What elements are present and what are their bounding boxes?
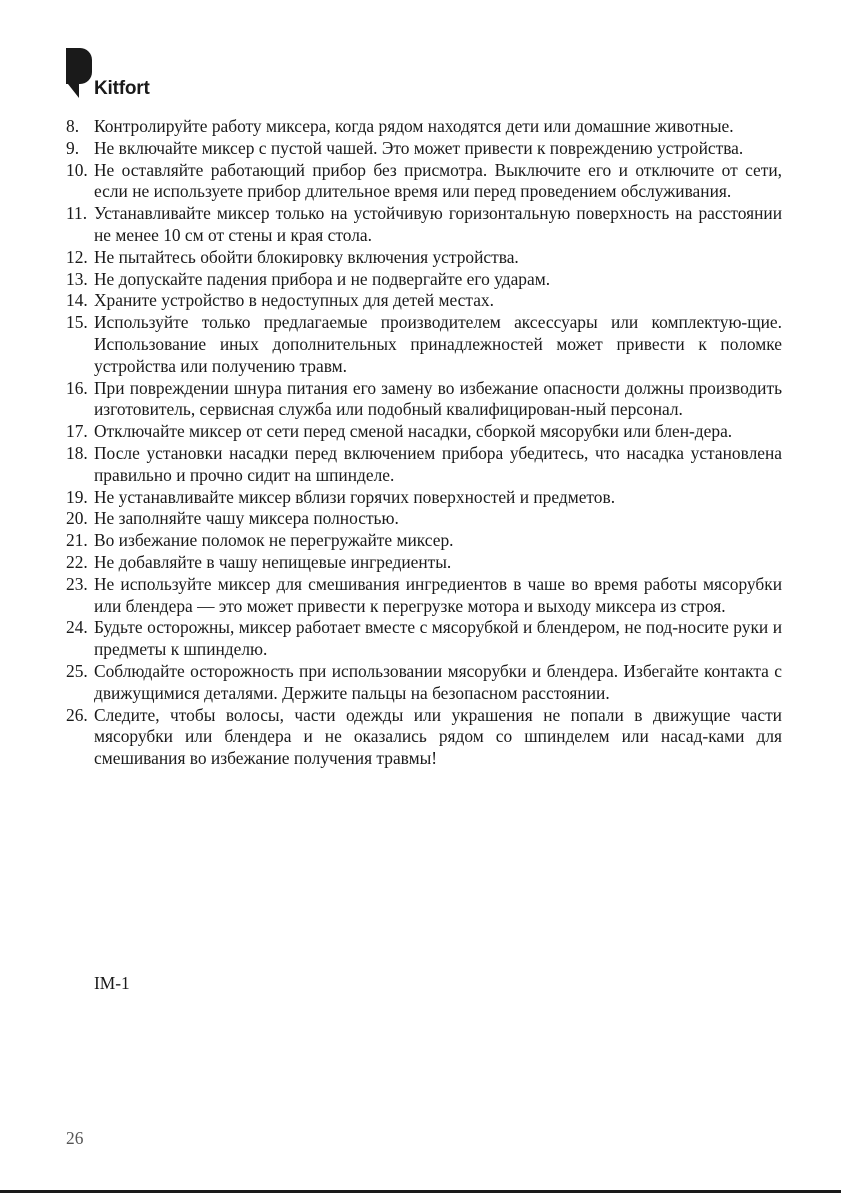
item-text: Не используйте миксер для смешивания ингредиентов в чаше во время работы мясорубки или блендера — это может привести к перегрузке мотора и выходу миксера из строя. (94, 573, 782, 616)
item-text: Соблюдайте осторожность при использовании мясорубки и блендера. Избегайте контакта с движущимися деталями. Держите пальцы на безопасном расстоянии. (94, 660, 782, 703)
item-text: При повреждении шнура питания его замену во избежание опасности должны производить изготовитель, сервисная служба или подобный квалифицирован-ный персонал. (94, 377, 782, 420)
list-item (66, 443, 782, 487)
item-text: Не допускайте падения прибора и не подвергайте его ударам. (94, 268, 551, 289)
item-text: Будьте осторожны, миксер работает вместе с мясорубкой и блендером, не под-носите руки и предметы к шпинделю. (94, 617, 782, 660)
item-text: Отключайте миксер от сети перед сменой насадки, сборкой мясорубки или блен-дера. (94, 421, 733, 442)
item-number: 8. (66, 116, 80, 136)
item-text: Не добавляйте в чашу непищевые ингредиенты. (94, 551, 452, 572)
item-text: После установки насадки перед включением прибора убедитесь, что насадка установлена правильно и прочно сидит на шпинделе. (94, 442, 782, 485)
list-item (66, 661, 782, 705)
item-number: 19. (66, 486, 88, 507)
list-item (66, 160, 782, 204)
list-item (66, 508, 782, 530)
item-number: 22. (66, 551, 88, 572)
brand-name: Kitfort (94, 78, 150, 99)
item-number: 16. (66, 377, 88, 398)
item-text: Не включайте миксер с пустой чашей. Это может привести к повреждению устройства. (94, 137, 744, 158)
item-text: Используйте только предлагаемые производителем аксессуары или комплектую-щие. Использование иных дополнительных принадлежностей может привести к поломке устройства или получению травм. (94, 312, 782, 376)
item-text: Храните устройство в недоступных для детей местах. (94, 290, 494, 311)
item-text: Не оставляйте работающий прибор без присмотра. Выключите его и отключите от сети, если не используете прибор длительное время или перед проведением обслуживания. (94, 159, 782, 202)
list-item (66, 116, 782, 138)
list-item (66, 203, 782, 247)
model-code: IM-1 (94, 973, 130, 993)
item-text: Не устанавливайте миксер вблизи горячих поверхностей и предметов. (94, 486, 616, 507)
item-number: 25. (66, 660, 88, 681)
item-number: 17. (66, 421, 88, 442)
list-item (66, 421, 782, 443)
list-item (66, 487, 782, 509)
item-number: 9. (66, 137, 80, 158)
list-item (66, 617, 782, 661)
item-number: 26. (66, 704, 88, 725)
list-item (66, 705, 782, 770)
list-item (66, 290, 782, 312)
item-number: 10. (66, 159, 88, 180)
list-item (66, 530, 782, 552)
list-item (66, 138, 782, 160)
kitfort-logo-icon (66, 48, 92, 98)
list-item (66, 574, 782, 618)
item-text: Устанавливайте миксер только на устойчивую горизонтальную поверхность на расстоянии не менее 10 см от стены и края стола. (94, 203, 782, 245)
safety-instructions-list (66, 116, 782, 770)
item-number: 14. (66, 290, 88, 311)
item-number: 11. (66, 203, 88, 224)
list-item (66, 269, 782, 291)
item-number: 12. (66, 246, 88, 267)
item-number: 15. (66, 312, 88, 333)
list-item (66, 552, 782, 574)
item-text: Следите, чтобы волосы, части одежды или украшения не попали в движущие части мясорубки или блендера и не оказались рядом со шпинделем или насад-ками для смешивания во избежание получения травмы! (94, 704, 782, 769)
item-number: 23. (66, 573, 88, 594)
item-number: 18. (66, 442, 88, 463)
page-number: 26 (66, 1128, 84, 1148)
item-text: Не пытайтесь обойти блокировку включения устройства. (94, 246, 519, 267)
list-item (66, 247, 782, 269)
item-number: 21. (66, 530, 88, 551)
item-number: 24. (66, 617, 88, 638)
item-text: Контролируйте работу миксера, когда рядом находятся дети или домашние животные. (94, 116, 734, 136)
item-number: 13. (66, 268, 88, 289)
item-number: 20. (66, 508, 88, 529)
list-item (66, 378, 782, 422)
item-text: Не заполняйте чашу миксера полностью. (94, 508, 399, 529)
list-item (66, 312, 782, 377)
item-text: Во избежание поломок не перегружайте миксер. (94, 530, 454, 551)
brand-logo (66, 48, 150, 98)
